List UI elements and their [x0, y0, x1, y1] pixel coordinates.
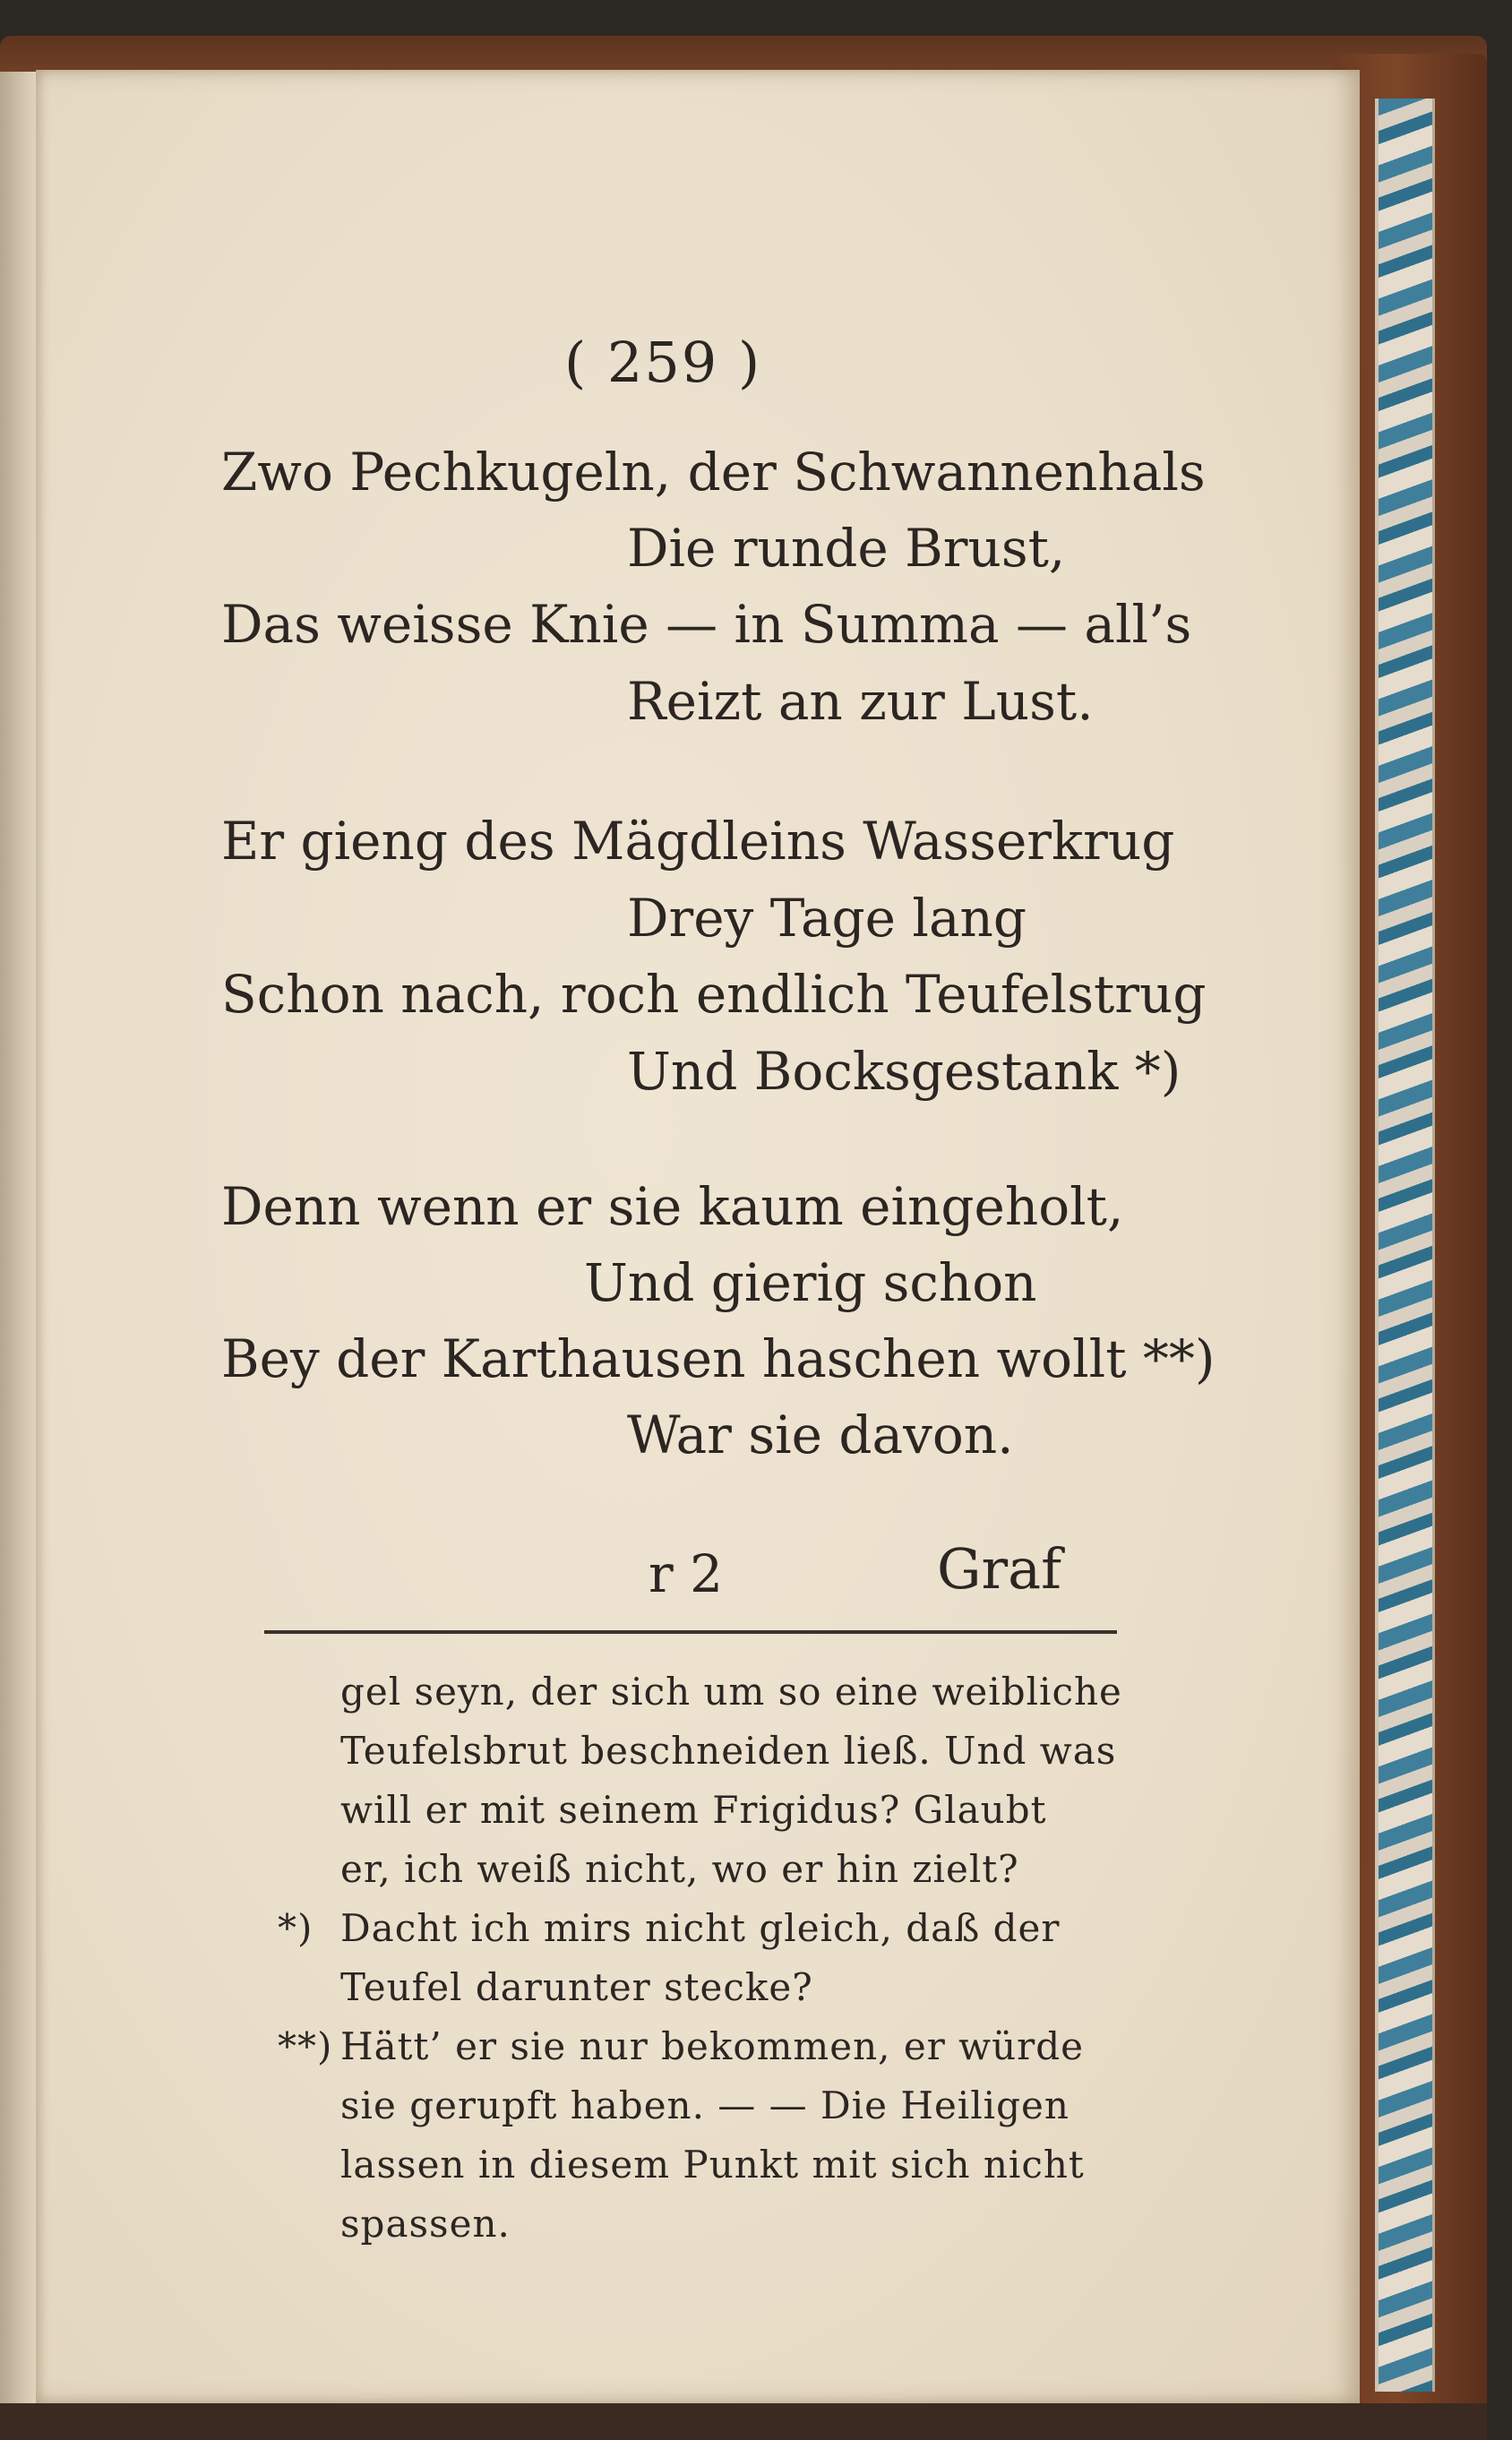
- footnote-line: lassen in diesem Punkt mit sich nicht: [340, 2143, 1085, 2187]
- verse-line: Bey der Karthausen haschen wollt **): [221, 1328, 1216, 1389]
- footnote-line: gel seyn, der sich um so eine weibliche: [340, 1670, 1122, 1714]
- verse-line: Drey Tage lang: [627, 888, 1027, 949]
- leather-cover-bottom: [0, 2403, 1487, 2440]
- verse-line: Die runde Brust,: [627, 518, 1066, 579]
- verse-line: Zwo Pechkugeln, der Schwannenhals: [221, 442, 1206, 503]
- verse-line: Und gierig schon: [584, 1252, 1037, 1313]
- page-number: ( 259 ): [564, 330, 762, 395]
- footnote-line: Hätt’ er sie nur bekommen, er würde: [340, 2024, 1084, 2068]
- verse-line: Denn wenn er sie kaum eingeholt,: [221, 1176, 1124, 1237]
- footnote-line: Teufelsbrut beschneiden ließ. Und was: [340, 1729, 1117, 1773]
- footnote-line: Dacht ich mirs nicht gleich, daß der: [340, 1906, 1061, 1950]
- footnote-divider: [264, 1630, 1117, 1634]
- catchword: Graf: [937, 1536, 1062, 1602]
- footnote-line: spassen.: [340, 2202, 511, 2246]
- verse-line: Schon nach, roch endlich Teufelstrug: [221, 964, 1207, 1025]
- verse-line: Reizt an zur Lust.: [627, 671, 1094, 732]
- footnote-line: sie gerupft haben. — — Die Heiligen: [340, 2083, 1070, 2127]
- facing-page-edge: [0, 72, 38, 2419]
- footnote-marker: **): [278, 2024, 333, 2068]
- footnote-line: will er mit seinem Frigidus? Glaubt: [340, 1788, 1047, 1832]
- verse-line: Und Bocksgestank *): [627, 1041, 1181, 1102]
- marbled-page-edge: [1375, 99, 1435, 2392]
- footnote-line: Teufel darunter stecke?: [340, 1965, 813, 2009]
- verse-line: War sie davon.: [627, 1405, 1014, 1465]
- verse-line: Das weisse Knie — in Summa — all’s: [221, 594, 1192, 655]
- footnote-marker: *): [278, 1906, 314, 1950]
- footnote-line: er, ich weiß nicht, wo er hin zielt?: [340, 1847, 1019, 1891]
- book-page: [36, 70, 1360, 2403]
- signature-mark: r 2: [649, 1543, 724, 1604]
- verse-line: Er gieng des Mägdleins Wasserkrug: [221, 811, 1175, 872]
